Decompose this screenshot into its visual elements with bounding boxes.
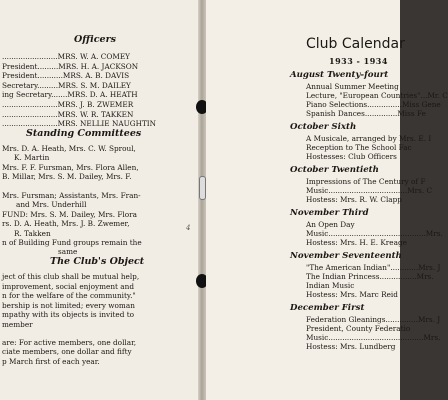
book-gutter	[198, 0, 206, 400]
event-line: Lecture, "European Countries"...Mr. C	[306, 91, 448, 100]
object-line: mpathy with its objects is invited to	[2, 310, 135, 320]
event-line: Hostess: Mrs. Marc Reid	[306, 290, 398, 299]
binding-clip	[199, 176, 206, 200]
committee-line: B. Millar, Mrs. S. M. Dailey, Mrs. F.	[2, 172, 132, 182]
object-line: are: For active members, one dollar,	[2, 337, 137, 347]
committee-line: FUND: Mrs. S. M. Dailey, Mrs. Flora	[2, 209, 138, 219]
object-line: improvement, social enjoyment and	[2, 281, 135, 291]
event-line: Music..................................Mrs. C	[306, 186, 433, 195]
event-date: December First	[290, 303, 365, 313]
calendar-years: 1933 - 1934	[329, 56, 388, 66]
calendar-title: Club Calendar	[306, 36, 405, 52]
event-line: Hostesses: Club Officers	[306, 152, 397, 161]
event-line: Music.........................................Mrs.	[306, 333, 441, 342]
object-line: ciate members, one dollar and fifty	[2, 347, 132, 357]
committee-line: and Mrs. Underhill	[16, 200, 87, 210]
officer-line: ........................MRS. J. B. ZWEMER	[2, 100, 134, 109]
object-line: n for the welfare of the community."	[2, 291, 136, 301]
object-line: p March first of each year.	[2, 356, 100, 366]
object-line: bership is not limited; every woman	[2, 300, 135, 310]
event-line: Indian Music	[306, 281, 355, 290]
officer-line: ing Secretary.......MRS. D. A. HEATH	[2, 90, 138, 100]
event-line: Spanish Dances..............Miss Fe	[306, 109, 426, 118]
committee-line: Mrs. D. A. Heath, Mrs. C. W. Sproul,	[2, 144, 136, 153]
page-marker: 4	[186, 224, 191, 232]
officer-line: President...........MRS. A. B. DAVIS	[2, 71, 130, 81]
event-date: November Third	[290, 208, 369, 218]
committee-line: same	[58, 247, 78, 257]
officer-line: ........................MRS. W. R. TAKKEN	[2, 109, 134, 119]
committee-line: rs. D. A. Heath, Mrs. J. B. Zwemer,	[2, 219, 130, 229]
event-line: The Indian Princess................Mrs.	[306, 272, 434, 281]
event-line: "The American Indian"............Mrs. J	[306, 263, 441, 272]
officers-heading: Officers	[74, 34, 116, 45]
event-line: Hostess: Mrs. Lundberg	[306, 342, 396, 351]
committee-line: n of Building Fund groups remain the	[2, 238, 142, 247]
committees-heading: Standing Committees	[26, 128, 142, 139]
event-line: Impressions of The Century of F	[306, 177, 426, 186]
object-line: member	[2, 320, 33, 329]
object-line: ject of this club shall be mutual help,	[2, 272, 140, 281]
committee-line: K. Martin	[14, 153, 50, 163]
event-line: Music..........................................Mrs.	[306, 229, 443, 238]
event-line: Reception to The School Fac	[306, 143, 412, 152]
event-line: Annual Summer Meeting	[306, 82, 399, 91]
event-line: Piano Selections...............Miss Gene	[306, 100, 441, 109]
event-date: August Twenty-fourt	[290, 70, 389, 80]
event-line: President, County Federatio	[306, 324, 411, 333]
right-page	[206, 0, 448, 400]
committee-line: R. Takken	[14, 228, 51, 238]
officer-line: ........................MRS. W. A. COMEY	[2, 52, 130, 61]
committee-line: Mrs. Fursman; Assistants, Mrs. Fran-	[2, 191, 141, 200]
event-line: Hostess: Mrs. R. W. Clapp	[306, 195, 402, 204]
officer-line: ........................MRS. NELLIE NAUGHTIN	[2, 119, 157, 129]
officer-line: Secretary.........MRS. S. M. DAILEY	[2, 80, 131, 90]
committee-line: Mrs. F. F. Fursman, Mrs. Flora Allen,	[2, 162, 139, 172]
event-date: November Seventeenth	[290, 251, 402, 261]
object-heading: The Club's Object	[50, 256, 145, 267]
event-line: A Musicale, arranged by Mrs. E. I	[306, 134, 432, 143]
left-page	[0, 0, 198, 400]
officer-line: President.........MRS. H. A. JACKSON	[2, 61, 139, 71]
event-line: Hostess: Mrs. H. E. Kreage	[306, 238, 407, 247]
event-date: October Sixth	[290, 122, 357, 132]
event-line: An Open Day	[306, 220, 355, 229]
event-line: Federation Gleanings..............Mrs. J	[306, 315, 441, 324]
event-date: October Twentieth	[290, 165, 379, 175]
